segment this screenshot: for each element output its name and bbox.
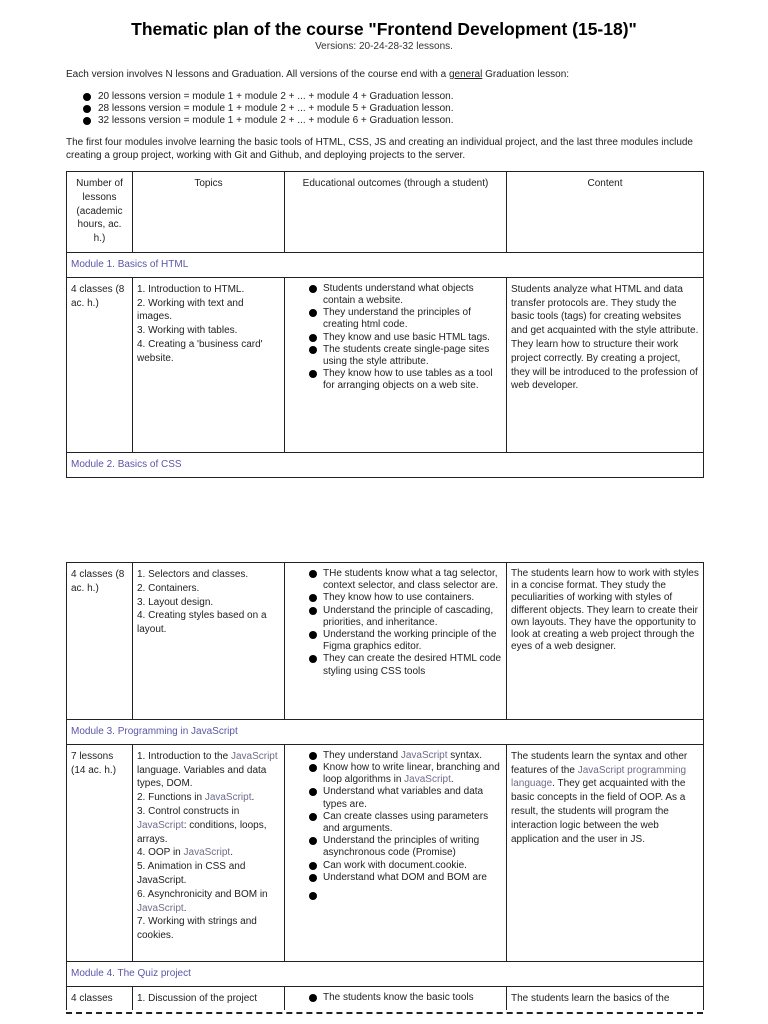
outcome-item: They know and use basic HTML tags.	[323, 332, 502, 344]
module-1-title: Module 1. Basics of HTML	[67, 253, 704, 278]
outcome-item: Understand what DOM and BOM are	[323, 872, 502, 884]
module-2-row	[67, 563, 704, 720]
module-4-title: Module 4. The Quiz project	[67, 961, 704, 986]
table-header-row	[67, 172, 704, 253]
outcome-item: Can work with document.cookie.	[323, 860, 502, 872]
outcome-item: They know how to use containers.	[323, 592, 502, 604]
topic-item: 5. Animation in CSS and JavaScript.	[137, 861, 246, 886]
intro-after: Graduation lesson:	[482, 69, 570, 80]
module-2-outcomes	[285, 563, 507, 720]
outcome-item: Understand what variables and data types are.	[323, 786, 502, 810]
intro-text	[66, 69, 706, 80]
outcome-item: They understand JavaScript syntax.	[323, 750, 502, 762]
header-topics: Topics	[133, 172, 285, 253]
version-item: 28 lessons version = module 1 + module 2 + ... + module 5 + Graduation lesson.	[80, 103, 700, 115]
outcome-item: Understand the principles of writing asynchronous code (Promise)	[323, 835, 502, 859]
modules-description: The first four modules involve learning the basic tools of HTML, CSS, JS and creating an individual project, and the last three modules include creating a group project, working with Git and Github, and deploying projects to the server.	[66, 137, 693, 161]
outcome-item: Understand the principle of cascading, priorities, and inheritance.	[323, 605, 502, 629]
topic-item: 2. Containers.	[137, 582, 200, 594]
topic-item: 1. Introduction to the JavaScript language. Variables and data types, DOM.	[137, 750, 278, 790]
module-1-content: Students analyze what HTML and data transfer protocols are. They study the basic tools (tags) for creating websites and get acquainted with the style attribute. They learn how to structure their work project correctly. By creating a project, they will be introduced to the profession of web developer.	[507, 277, 704, 452]
versions-list	[80, 91, 700, 127]
module-1-outcomes	[285, 277, 507, 452]
outcome-item: They can create the desired HTML code styling using CSS tools	[323, 653, 502, 677]
topic-item: 3. Control constructs in JavaScript: conditions, loops, arrays.	[137, 805, 267, 845]
outcome-item: Students understand what objects contain a website.	[323, 283, 502, 307]
plan-table-part-2	[66, 562, 704, 1010]
outcome-item: The students know the basic tools	[323, 992, 502, 1004]
module-1-row	[67, 277, 704, 452]
intro-before: Each version involves N lessons and Graduation. All versions of the course end with a	[66, 69, 449, 80]
topic-item: 1. Introduction to HTML.	[137, 283, 245, 295]
module-3-lessons: 7 lessons (14 ac. h.)	[67, 744, 133, 961]
module-3-title: Module 3. Programming in JavaScript	[67, 720, 704, 745]
topic-item: 3. Layout design.	[137, 596, 214, 608]
topic-item: 7. Working with strings and cookies.	[137, 916, 257, 942]
outcome-item: They understand the principles of creating html code.	[323, 307, 502, 331]
module-4-lessons: 4 classes	[67, 986, 133, 1010]
page-break-line	[66, 1012, 703, 1014]
header-outcomes: Educational outcomes (through a student)	[285, 172, 507, 253]
header-content: Content	[507, 172, 704, 253]
module-3-outcomes	[285, 744, 507, 961]
module-1-topics	[133, 277, 285, 452]
module-4-outcomes	[285, 986, 507, 1010]
document-title: Thematic plan of the course "Frontend Development (15-18)"	[131, 19, 637, 39]
outcome-item: They know how to use tables as a tool for arranging objects on a web site.	[323, 368, 502, 392]
topic-item: 2. Functions in JavaScript.	[137, 792, 255, 804]
outcome-item: Understand the working principle of the Figma graphics editor.	[323, 629, 502, 653]
intro-underlined: general	[448, 69, 483, 80]
module-2-topics	[133, 563, 285, 720]
module-4-topic: 1. Discussion of the project	[133, 986, 285, 1010]
plan-table-part-1	[66, 171, 704, 478]
header-lessons: Number of lessons (academic hours, ac. h.)	[67, 172, 133, 253]
topic-item: 3. Working with tables.	[137, 325, 238, 337]
outcome-item: Know how to write linear, branching and loop algorithms in JavaScript.	[323, 762, 502, 786]
module-3-topics	[133, 744, 285, 961]
topic-item: 6. Asynchronicity and BOM in JavaScript.	[137, 888, 268, 914]
topic-item: 4. Creating styles based on a layout.	[137, 610, 267, 636]
module-1-lessons: 4 classes (8 ac. h.)	[67, 277, 133, 452]
outcome-item: Can create classes using parameters and arguments.	[323, 811, 502, 835]
topic-item: 4. Creating a 'business card' website.	[137, 338, 263, 364]
topic-item: 1. Selectors and classes.	[137, 569, 249, 580]
topic-item: 4. OOP in JavaScript.	[137, 847, 233, 859]
version-item: 20 lessons version = module 1 + module 2 + ... + module 4 + Graduation lesson.	[80, 91, 700, 103]
outcome-item: THe students know what a tag selector, context selector, and class selector are.	[323, 568, 502, 592]
module-2-title: Module 2. Basics of CSS	[67, 452, 704, 477]
module-3-content: The students learn the syntax and other features of the JavaScript programming language. They get acquainted with the basic concepts in the field of OOP. As a result, the students will program the interaction logic between the web application and the user in JS.	[507, 744, 704, 961]
outcome-item: The students create single-page sites using the style attribute.	[323, 344, 502, 368]
module-3-row	[67, 744, 704, 961]
outcome-item-empty	[323, 890, 502, 902]
version-item: 32 lessons version = module 1 + module 2 + ... + module 6 + Graduation lesson.	[80, 115, 700, 127]
module-4-row	[67, 986, 704, 1010]
module-4-content: The students learn the basics of the	[507, 986, 704, 1010]
module-2-content: The students learn how to work with styles in a concise format. They study the peculiarities of working with styles of different objects. They learn to create their own layouts. They have the opportunity to look at creating a web project through the eyes of a web designer.	[507, 563, 704, 720]
versions-subtitle: Versions: 20-24-28-32 lessons.	[315, 41, 453, 52]
module-2-lessons: 4 classes (8 ac. h.)	[67, 563, 133, 720]
topic-item: 2. Working with text and images.	[137, 297, 244, 323]
